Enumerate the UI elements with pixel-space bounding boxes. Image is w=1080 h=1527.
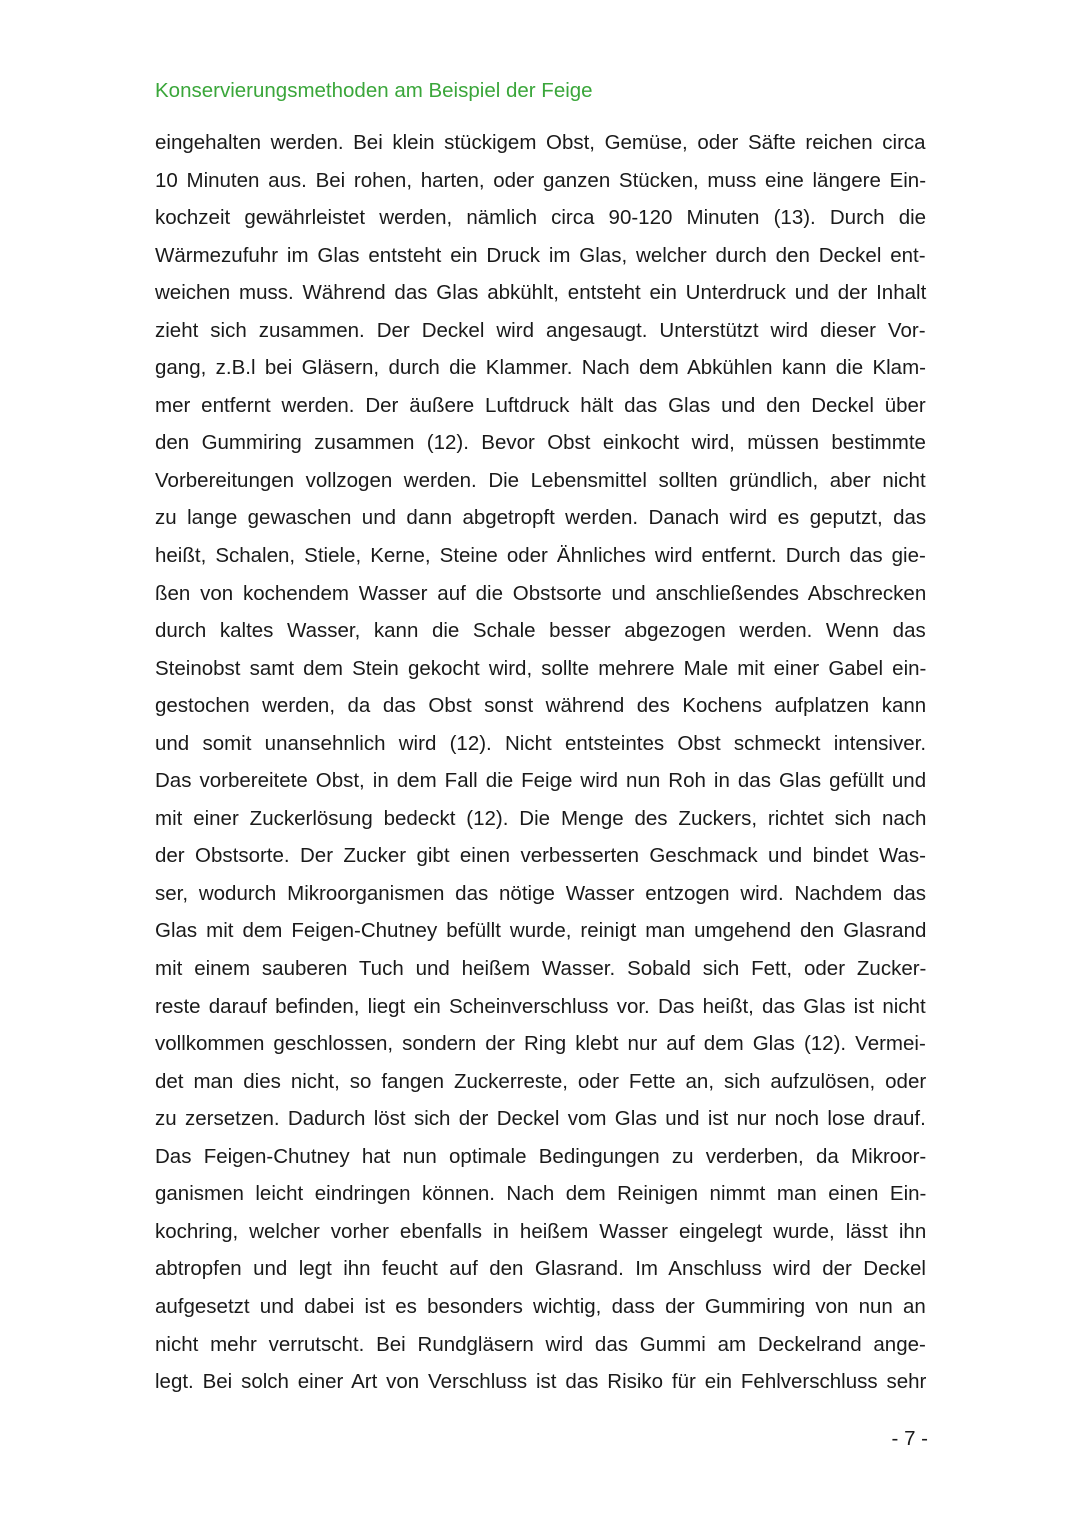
text-line: zieht sich zusammen. Der Deckel wird angesaugt. Unterstützt wird dieser Vor- [155,318,926,342]
text-line: der Obstsorte. Der Zucker gibt einen verbesserten Geschmack und bindet Was- [155,844,926,868]
text-line: Steinobst samt dem Stein gekocht wird, sollte mehrere Male mit einer Gabel ein- [155,656,927,680]
text-line: Wärmezufuhr im Glas entsteht ein Druck im Glas, welcher durch den Deckel ent- [155,243,926,267]
text-line: reste darauf befinden, liegt ein Scheinverschluss vor. Das heißt, das Glas ist nicht [155,994,926,1018]
page-number: - 7 - [891,1427,928,1450]
text-line: kochzeit gewährleistet werden, nämlich circa 90-120 Minuten (13). Durch die [155,206,927,230]
text-line: gang, z.B.l bei Gläsern, durch die Klammer. Nach dem Abkühlen kann die Klam- [155,356,926,380]
text-line: ßen von kochendem Wasser auf die Obstsorte und anschließendes Abschrecken [155,581,927,605]
text-line: legt. Bei solch einer Art von Verschluss ist das Risiko für ein Fehlverschluss sehr [155,1370,927,1394]
text-line: ganismen leicht eindringen können. Nach dem Reinigen nimmt man einen Ein- [155,1182,927,1206]
text-line: Das vorbereitete Obst, in dem Fall die Feige wird nun Roh in das Glas gefüllt und [155,769,927,793]
text-line: vollkommen geschlossen, sondern der Ring klebt nur auf dem Glas (12). Vermei- [155,1032,926,1056]
text-line: kochring, welcher vorher ebenfalls in heißem Wasser eingelegt wurde, lässt ihn [155,1219,927,1243]
text-line: eingehalten werden. Bei klein stückigem Obst, Gemüse, oder Säfte reichen circa [155,131,926,154]
text-line: weichen muss. Während das Glas abkühlt, entsteht ein Unterdruck und der Inhalt [155,281,927,305]
text-line: Glas mit dem Feigen-Chutney befüllt wurde, reinigt man umgehend den Glasrand [155,919,927,943]
text-line: abtropfen und legt ihn feucht auf den Glasrand. Im Anschluss wird der Deckel [155,1257,926,1281]
text-line: gestochen werden, da das Obst sonst während des Kochens aufplatzen kann [155,694,927,718]
text-line: nicht mehr verrutscht. Bei Rundgläsern wird das Gummi am Deckelrand ange- [155,1332,926,1356]
text-line: zu zersetzen. Dadurch löst sich der Deckel vom Glas und ist nur noch lose drauf. [155,1107,926,1131]
text-line: mit einem sauberen Tuch und heißem Wasser. Sobald sich Fett, oder Zucker- [155,957,927,981]
text-line: Vorbereitungen vollzogen werden. Die Lebensmittel sollten gründlich, aber nicht [155,468,926,492]
text-line: mer entfernt werden. Der äußere Luftdruck hält das Glas und den Deckel über [155,393,926,417]
text-line: 10 Minuten aus. Bei rohen, harten, oder ganzen Stücken, muss eine längere Ein- [155,168,927,192]
page-header-title: Konservierungsmethoden am Beispiel der Feige [155,79,593,102]
text-line: durch kaltes Wasser, kann die Schale besser abgezogen werden. Wenn das [155,619,926,643]
text-line: heißt, Schalen, Stiele, Kerne, Steine oder Ähnliches wird entfernt. Durch das gie- [155,544,926,568]
text-line: aufgesetzt und dabei ist es besonders wichtig, dass der Gummiring von nun an [155,1294,926,1318]
text-line: Das Feigen-Chutney hat nun optimale Bedingungen zu verderben, da Mikroor- [155,1144,927,1168]
text-line: zu lange gewaschen und dann abgetropft werden. Danach wird es geputzt, das [155,506,927,530]
text-line: mit einer Zuckerlösung bedeckt (12). Die Menge des Zuckers, richtet sich nach [155,806,927,830]
text-line: und somit unansehnlich wird (12). Nicht entsteintes Obst schmeckt intensiver. [155,731,927,755]
text-line: den Gummiring zusammen (12). Bevor Obst einkocht wird, müssen bestimmte [155,431,926,455]
body-paragraph [155,124,926,1401]
text-line: det man dies nicht, so fangen Zuckerreste, oder Fette an, sich aufzulösen, oder [155,1069,927,1093]
text-line: ser, wodurch Mikroorganismen das nötige Wasser entzogen wird. Nachdem das [155,881,927,905]
